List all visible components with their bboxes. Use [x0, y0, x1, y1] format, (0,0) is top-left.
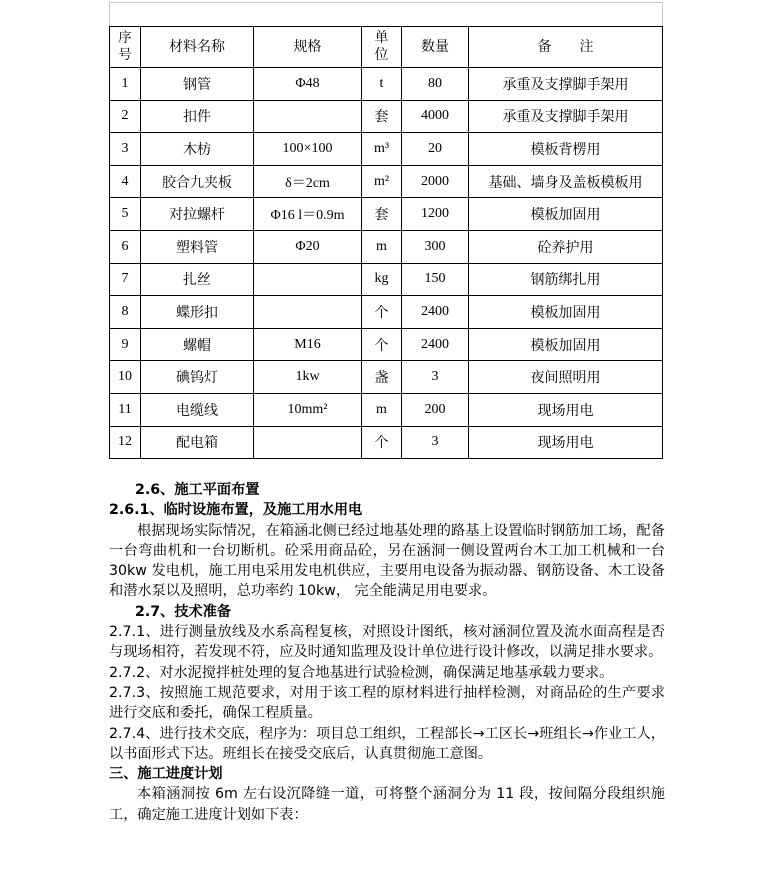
table-cell: 3	[402, 426, 469, 459]
table-cell: Φ20	[254, 230, 362, 263]
table-cell: 10mm²	[254, 393, 362, 426]
table-cell: 对拉螺杆	[141, 198, 254, 231]
table-row	[110, 296, 663, 329]
table-cell: 12	[110, 426, 141, 459]
table-cell: m³	[362, 133, 402, 166]
table-cell: 2400	[402, 328, 469, 361]
table-cell: 300	[402, 230, 469, 263]
header-cell: 数量	[402, 27, 469, 68]
materials-table	[109, 26, 663, 459]
table-cell: 10	[110, 361, 141, 394]
table-cell: 4000	[402, 100, 469, 133]
table-header-row	[110, 27, 663, 68]
section-heading: 2.6、施工平面布置	[135, 482, 260, 498]
table-row	[110, 361, 663, 394]
table-cell: 钢管	[141, 68, 254, 101]
table-cell: 80	[402, 68, 469, 101]
paragraph: 2.7.4、进行技术交底，程序为：项目总工组织，工程部长→工区长→班组长→作业工人，以书面形式下达。班组长在接受交底后，认真贯彻施工意图。	[109, 725, 665, 762]
table-cell	[254, 263, 362, 296]
header-cell: 备 注	[469, 27, 663, 68]
table-cell: 模板加固用	[469, 296, 663, 329]
table-cell: 3	[402, 361, 469, 394]
table-cell: 承重及支撑脚手架用	[469, 100, 663, 133]
table-cell	[254, 296, 362, 329]
header-cell: 规格	[254, 27, 362, 68]
table-row	[110, 133, 663, 166]
table-cell: 1kw	[254, 361, 362, 394]
table-cell: 胶合九夹板	[141, 165, 254, 198]
table-cell: t	[362, 68, 402, 101]
page-header-box	[109, 2, 663, 26]
table-cell: 9	[110, 328, 141, 361]
table-row	[110, 68, 663, 101]
table-cell: kg	[362, 263, 402, 296]
table-cell: 碘钨灯	[141, 361, 254, 394]
table-row	[110, 426, 663, 459]
table-cell: 个	[362, 296, 402, 329]
table-cell: 现场用电	[469, 393, 663, 426]
table-cell: 套	[362, 100, 402, 133]
table-cell: 100×100	[254, 133, 362, 166]
table-row	[110, 393, 663, 426]
header-cell: 材料名称	[141, 27, 254, 68]
table-cell: 20	[402, 133, 469, 166]
paragraph: 本箱涵洞按 6m 左右设沉降缝一道，可将整个涵洞分为 11 段，按间隔分段组织施工，确定施工进度计划如下表：	[109, 786, 665, 823]
paragraph: 2.7.2、对水泥搅拌桩处理的复合地基进行试验检测，确保满足地基承载力要求。	[109, 664, 614, 681]
table-cell: 砼养护用	[469, 230, 663, 263]
table-cell: 4	[110, 165, 141, 198]
table-cell: 现场用电	[469, 426, 663, 459]
table-cell: 模板背楞用	[469, 133, 663, 166]
table-cell: 基础、墙身及盖板模板用	[469, 165, 663, 198]
table-cell: M16	[254, 328, 362, 361]
table-cell: 1200	[402, 198, 469, 231]
section-heading: 三、施工进度计划	[109, 766, 223, 783]
paragraph: 根据现场实际情况，在箱涵北侧已经过地基处理的路基上设置临时钢筋加工场，配备一台弯曲机和一台切断机。砼采用商品砼，另在涵洞一侧设置两台木工加工机械和一台 30kw 发电机，施工用电采用发电机供应，主要用电设备为振动器、钢筋设备、木工设备和潜水泵以及照明，总功率约 10kw， 完全能满足用电要求。	[109, 522, 665, 600]
table-row	[110, 263, 663, 296]
table-cell: 模板加固用	[469, 328, 663, 361]
table-cell: 夜间照明用	[469, 361, 663, 394]
paragraph: 2.7.3、按照施工规范要求，对用于该工程的原材料进行抽样检测，对商品砼的生产要求进行交底和委托，确保工程质量。	[109, 684, 665, 722]
table-cell: 配电箱	[141, 426, 254, 459]
table-cell: m	[362, 393, 402, 426]
table-cell: 2000	[402, 165, 469, 198]
table-cell: 扎丝	[141, 263, 254, 296]
table-cell: 1	[110, 68, 141, 101]
table-cell: 电缆线	[141, 393, 254, 426]
table-cell: 2	[110, 100, 141, 133]
table-cell: 11	[110, 393, 141, 426]
table-cell: 塑料管	[141, 230, 254, 263]
table-cell: 个	[362, 426, 402, 459]
section-heading: 2.7、技术准备	[135, 603, 232, 620]
table-cell: 套	[362, 198, 402, 231]
table-row	[110, 198, 663, 231]
table-cell: δ＝2cm	[254, 165, 362, 198]
table-cell: Φ16 l＝0.9m	[254, 198, 362, 231]
table-cell: 螺帽	[141, 328, 254, 361]
table-row	[110, 100, 663, 133]
section-heading: 2.6.1、临时设施布置，及施工用水用电	[109, 502, 363, 519]
table-cell: 3	[110, 133, 141, 166]
document-body	[109, 480, 665, 825]
table-cell: 模板加固用	[469, 198, 663, 231]
table-cell: 150	[402, 263, 469, 296]
table-row	[110, 328, 663, 361]
table-cell	[254, 100, 362, 133]
table-cell: 盏	[362, 361, 402, 394]
paragraph: 2.7.1、进行测量放线及水系高程复核，对照设计图纸，核对涵洞位置及流水面高程是否与现场相符，若发现不符，应及时通知监理及设计单位进行设计修改，以满足排水要求。	[109, 624, 665, 661]
table-cell: 8	[110, 296, 141, 329]
table-cell: 200	[402, 393, 469, 426]
table-cell: 7	[110, 263, 141, 296]
table-cell: 蝶形扣	[141, 296, 254, 329]
table-cell: 木枋	[141, 133, 254, 166]
table-cell: 个	[362, 328, 402, 361]
table-row	[110, 165, 663, 198]
table-cell	[254, 426, 362, 459]
table-cell: 扣件	[141, 100, 254, 133]
table-row	[110, 230, 663, 263]
table-cell: 6	[110, 230, 141, 263]
table-cell: m	[362, 230, 402, 263]
table-cell: 5	[110, 198, 141, 231]
table-cell: Φ48	[254, 68, 362, 101]
table-cell: m²	[362, 165, 402, 198]
table-cell: 2400	[402, 296, 469, 329]
header-cell: 单位	[362, 27, 402, 68]
table-cell: 承重及支撑脚手架用	[469, 68, 663, 101]
header-cell: 序号	[110, 27, 141, 68]
table-cell: 钢筋绑扎用	[469, 263, 663, 296]
